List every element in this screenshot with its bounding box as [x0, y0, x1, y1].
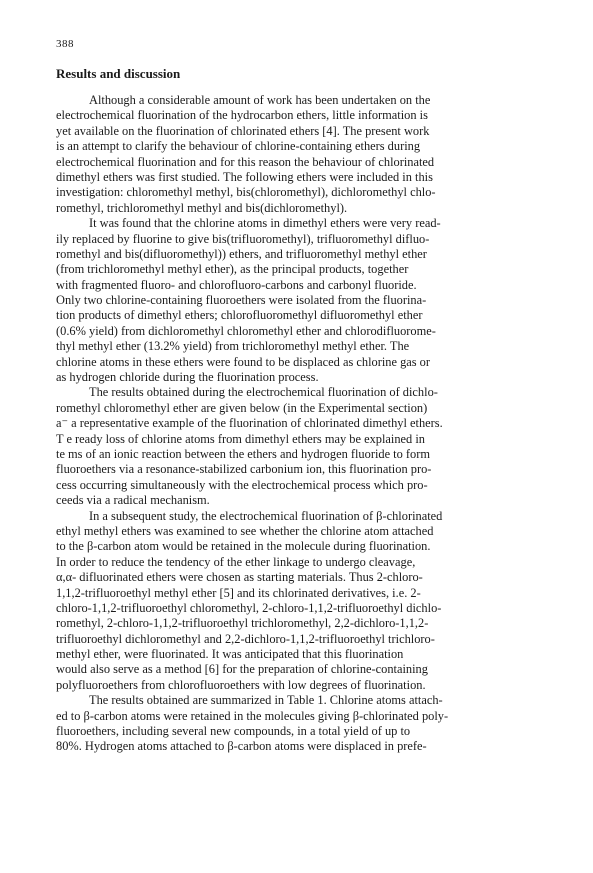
text-line: romethyl, trichloromethyl methyl and bis(dichloromethyl). — [56, 200, 348, 215]
text-line: In a subsequent study, the electrochemical fluorination of β-chlorinated — [89, 508, 443, 523]
body-text — [56, 93, 542, 755]
text-line: fluoroethers, including several new compounds, in a total yield of up to — [56, 724, 411, 739]
text-line: fluoroethers via a resonance-stabilized carbonium ion, this fluorination pro- — [56, 462, 432, 477]
text-line: ethyl methyl ethers was examined to see whether the chlorine atom attached — [56, 523, 434, 538]
text-line: ceeds via a radical mechanism. — [56, 493, 210, 508]
text-line: thyl methyl ether (13.2% yield) from trichloromethyl methyl ether. The — [56, 339, 410, 354]
text-line: cess occurring simultaneously with the electrochemical process which pro- — [56, 477, 428, 492]
text-line: yet available on the fluorination of chlorinated ethers [4]. The present work — [56, 123, 430, 138]
text-line: The results obtained during the electrochemical fluorination of dichlo- — [89, 385, 438, 400]
text-line: is an attempt to clarify the behaviour of chlorine-containing ethers during — [56, 139, 421, 154]
text-line: (from trichloromethyl methyl ether), as the principal products, together — [56, 262, 409, 277]
text-line: Only two chlorine-containing fluoroethers were isolated from the fluorina- — [56, 293, 427, 308]
text-line: with fragmented fluoro- and chlorofluoro-carbons and carbonyl fluoride. — [56, 277, 417, 292]
text-line: trifluoroethyl dichloromethyl and 2,2-dichloro-1,1,2-trifluoroethyl trichloro- — [56, 631, 435, 646]
section-heading: Results and discussion — [56, 66, 181, 81]
text-line: electrochemical fluorination of the hydrocarbon ethers, little information is — [56, 108, 428, 123]
text-line: electrochemical fluorination and for this reason the behaviour of chlorinated — [56, 154, 435, 169]
text-line: It was found that the chlorine atoms in dimethyl ethers were very read- — [89, 216, 441, 231]
text-line: as hydrogen chloride during the fluorination process. — [56, 370, 319, 385]
text-line: In order to reduce the tendency of the ether linkage to undergo cleavage, — [56, 554, 416, 569]
text-line: chloro-1,1,2-trifluoroethyl chloromethyl, 2-chloro-1,1,2-trifluoroethyl dichlo- — [56, 600, 442, 615]
text-line: to the β-carbon atom would be retained in the molecule during fluorination. — [56, 539, 431, 554]
text-line: (0.6% yield) from dichloromethyl chloromethyl ether and chlorodifluorome- — [56, 323, 436, 338]
text-line: Although a considerable amount of work has been undertaken on the — [89, 93, 431, 107]
text-line: would also serve as a method [6] for the preparation of chlorine-containing — [56, 662, 428, 677]
text-line: investigation: chloromethyl methyl, bis(chloromethyl), dichloromethyl chlo- — [56, 185, 436, 200]
text-line: The results obtained are summarized in Table 1. Chlorine atoms attach- — [89, 693, 443, 708]
text-line: 1,1,2-trifluoroethyl methyl ether [5] and its chlorinated derivatives, i.e. 2- — [56, 585, 421, 600]
text-line: α,α- difluorinated ethers were chosen as starting materials. Thus 2-chloro- — [56, 570, 423, 585]
text-line: romethyl and bis(difluoromethyl)) ethers, and trifluoromethyl methyl ether — [56, 246, 427, 261]
page-number: 388 — [56, 38, 74, 50]
text-line: ed to β-carbon atoms were retained in the molecules giving β-chlorinated poly- — [56, 708, 449, 723]
text-line: dimethyl ethers was first studied. The following ethers were included in this — [56, 169, 433, 184]
text-line: ily replaced by fluorine to give bis(trifluoromethyl), trifluoromethyl difluo- — [56, 231, 430, 246]
text-line: T e ready loss of chlorine atoms from dimethyl ethers may be explained in — [56, 431, 425, 446]
text-line: te ms of an ionic reaction between the ethers and hydrogen fluoride to form — [56, 446, 430, 461]
text-line: a⁻ a representative example of the fluorination of chlorinated dimethyl ethers. — [56, 416, 443, 431]
text-line: methyl ether, were fluorinated. It was anticipated that this fluorination — [56, 647, 404, 662]
text-line: romethyl chloromethyl ether are given below (in the Experimental section) — [56, 400, 428, 415]
text-line: polyfluoroethers from chlorofluoroethers with low degrees of fluorination. — [56, 677, 426, 692]
text-line: romethyl, 2-chloro-1,1,2-trifluoroethyl trichloromethyl, 2,2-dichloro-1,1,2- — [56, 616, 429, 631]
text-line: 80%. Hydrogen atoms attached to β-carbon atoms were displaced in prefe- — [56, 739, 427, 754]
text-line: tion products of dimethyl ethers; chlorofluoromethyl difluoromethyl ether — [56, 308, 423, 323]
text-line: chlorine atoms in these ethers were found to be displaced as chlorine gas or — [56, 354, 431, 369]
